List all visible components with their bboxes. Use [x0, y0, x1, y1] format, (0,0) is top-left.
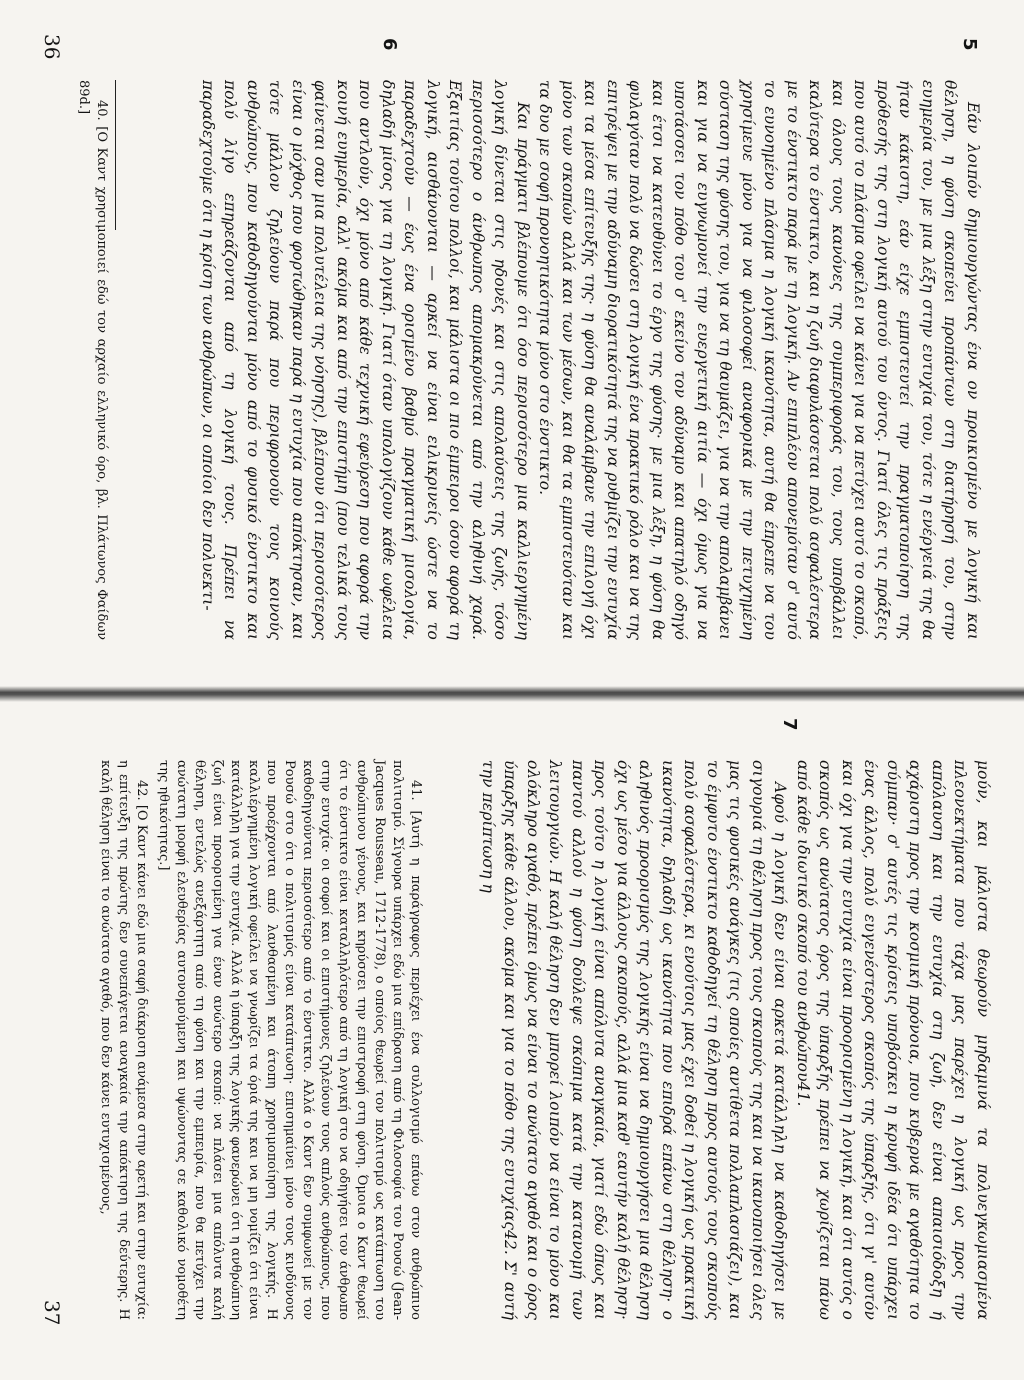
right-body-text	[477, 760, 995, 1320]
footnote-40: 40. [Ο Καντ χρησιμοποιεί εδώ τον αρχαίο ελληνικό όρο, βλ. Πλάτωνος Φαίδων 89d.]	[76, 80, 109, 640]
footnote-42: 42. [Ο Καντ κάνει εδώ μια σαφή διάκριση ανάμεσα στην αρετή και στην ευτυχία: η επίτευξη της πρώτης δεν συνεπάγεται αναγκαία την απόκτηση της δεύτερης. Η καλή θέληση είναι το ανώτατο αγαθό, που δεν κάνει ευτυχισμένους,	[98, 760, 149, 1320]
left-paragraph-1: Εάν λοιπόν δημιουργώντας ένα ον προικισμένο με λογική και θέληση, η φύση σκοπεύει προπάντων στη διατήρησή του, στην ευημερία του, με μια λέξη στην ευτυχία του, τότε η ενέργειά της θα ήταν κάκιστη, εάν είχε εμπιστευτεί την πραγματοποίηση της πρόθεσής της στη λογική αυτού του όντος. Γιατί όλες τις πράξεις που αυτό το πλάσμα οφείλει να κάνει για να πετύχει αυτό το σκοπό, και όλους τους κανόνες της συμπεριφοράς του, τους υποβάλλει καλύτερα το ένστικτο, και η ζωή διαφυλάσσεται πολύ ασφαλέστερα με το ένστικτο παρά με τη λογική. Αν επιπλέον απονεμόταν σ' αυτό το ευνοημένο πλάσμα η λογική ικανότητα, αυτή θα έπρεπε να του χρησίμευε μόνο για να φιλοσοφεί αναφορικά με την πετυχημένη σύσταση της φύσης του, για να τη θαυμάζει, για να την απολαμβάνει και για να ευγνωμονεί την ευεργετική αιτία — όχι όμως για να υποτάσσει τον πόθο του σ' εκείνο τον αδύναμο και απατηλό οδηγό και έτσι να κατευθύνει το έργο της φύσης· με μια λέξη, η φύση θα φυλαγόταν πολύ να δώσει στη λογική ένα πρακτικό ρόλο και να της επιτρέψει με την αδύναμη διορατικότητά της να ρυθμίζει την ευτυχία και τα μέσα επίτευξής της· η φύση θα αναλάμβανε την επιλογή όχι μόνο των σκοπών αλλά και των μέσων, και θα τα εμπιστευόταν και τα δυο με σοφή προνοητικότητα μόνο στο ένστικτο.	[536, 80, 982, 640]
left-page	[0, 20, 1024, 680]
left-footnotes	[70, 80, 110, 640]
left-body-text	[197, 80, 985, 640]
left-paragraph-2: Και πράγματι βλέπουμε ότι όσο περισσότερο μια καλλιεργημένη λογική δίνεται στις ηδονές και στις απολαύσεις της ζωής, τόσο περισσότερο ο άνθρωπος απομακρύνεται από την αληθινή χαρά. Εξαιτίας τούτου πολλοί, και μάλιστα οι πιο έμπειροι όσον αφορά τη λογική, αισθάνονται — αρκεί να είναι ειλικρινείς ώστε να το παραδεχτούν — έως ένα ορισμένο βαθμό πραγματική μισολογία, δηλαδή μίσος για τη λογική. Γιατί όταν υπολογίζουν κάθε ωφέλεια που αντλούν, όχι μόνο από κάθε τεχνική εφεύρεση που αφορά την κοινή ευημερία, αλλ' ακόμα και από την επιστήμη (που τελικά τους φαίνεται σαν μια πολυτέλεια της νόησης), βλέπουν ότι περισσότερος είναι ο μόχθος που φορτώθηκαν παρά η ευτυχία που απόκτησαν, και τότε μάλλον ζηλεύουν παρά που περιφρονούν τους κοινούς ανθρώπους, που καθοδηγούνται μόνο από το φυσικό ένστικτο και πολύ λίγο επηρεάζονται από τη λογική τους. Πρέπει να παραδεχτούμε ότι η κρίση των ανθρώπων, οι οποίοι δεν πολυεκτι-	[199, 80, 532, 640]
section-number-5: 5	[959, 38, 980, 51]
right-paragraph-1: μούν, και μάλιστα θεωρούν μηδαμινά τα πολυεγκωμιασμένα πλεονεκτήματα που τάχα μας παρέχει η λογική ως προς την απόλαυση και την ευτυχία στη ζωή, δεν είναι απαισιόδοξη ή αχάριστη προς την κοσμική πρόνοια, που κυβερνά με αγαθότητα το σύμπαν· σ' αυτές τις κρίσεις υποβόσκει η κρυφή ιδέα ότι υπάρχει ένας άλλος, πολύ ευγενέστερος σκοπός της ύπαρξής, ότι γι' αυτόν και όχι για την ευτυχία είναι προορισμένη η λογική, και ότι αυτός ο σκοπός ως ανώτατος όρος της ύπαρξής πρέπει να χωρίζεται πάνω από κάθε ιδιωτικό σκοπό του ανθρώπου41.	[794, 760, 992, 1320]
section-number-7: 7	[779, 718, 800, 731]
section-number-6: 6	[379, 38, 400, 51]
right-paragraph-2: Αφού η λογική δεν είναι αρκετά κατάλληλη να καθοδηγήσει με σιγουριά τη θέληση προς τους σκοπούς της και να ικανοποιήσει όλες μας τις φυσικές ανάγκες (τις οποίες αντίθετα πολλαπλασιάζει), και το έμφυτο ένστικτο καθοδηγεί τη θέληση προς αυτούς τους σκοπούς πολύ ασφαλέστερα, κι ενούτοις μας έχει δοθεί η λογική ως πρακτική ικανότητα, δηλαδή ως ικανότητα που επιδρά επάνω στη θέληση· ο αληθινός προορισμός της λογικής είναι να δημιουργήσει μια θέληση όχι ως μέσο για άλλους σκοπούς, αλλά μια καθ' εαυτήν καλή θέληση· προς τούτο η λογική είναι απόλυτα αναγκαία, γιατί εδώ όπως και παντού αλλού η φύση δούλεψε σκόπιμα κατά την κατανομή των λειτουργιών. Η καλή θέληση δεν μπορεί λοιπόν να είναι το μόνο και ολόκληρο αγαθό, πρέπει όμως να είναι το ανώτατο αγαθό και ο όρος ύπαρξης κάθε άλλου, ακόμα και για το πόθο της ευτυχίας42. Σ' αυτή την περίπτωση η	[479, 760, 790, 1320]
footnote-rule	[115, 80, 116, 230]
footnote-41: 41. [Αυτή η παράγραφος περιέχει ένα συλλογισμό επάνω στον ανθρώπινο πολιτισμό. Σίγουρα υπάρχει εδώ μια επίδραση από τη Φιλοσοφία του Ρουσώ (Jean-Jacques Rousseau, 1712-1778), ο οποίος θεωρεί τον πολιτισμό ως κατάπτωση του ανθρώπινου γένους, και κηρύσσει την επιστροφή στη φύση. Όμοια ο Καντ θεωρεί ότι το ένστικτο είναι καταλληλότερο από τη λογική στο να οδηγήσει τον άνθρωπο στην ευτυχία· οι σοφοί και οι επιστήμονες ζηλεύουν τους απλούς ανθρώπους, που καθοδηγούνται περισσότερο από το ένστικτο. Αλλά ο Καντ δεν συμφωνεί με τον Ρουσώ στο ότι ο πολιτισμός είναι κατάπτωση· επισημαίνει μόνο τους κινδύνους που προέρχονται από λανθασμένη και άτοπη χρησιμοποίηση της λογικής. Η καλλιέργημένη λογική οφείλει να γνωρίζει τα όριά της και να μη νομίζει ότι είναι κατάλληλη για την ευτυχία. Αλλά η ύπαρξη της λογικής φανερώνει ότι η ανθρώπινη ζωή είναι προορισμένη για έναν ανώτερο σκοπό: να πλάσει μια απόλυτα καλή θέληση, εντελώς ανεξάρτητη από τη φύση και την εμπειρία, που θα πετύχει την ανώτατη μορφή ελευθερίας αυτονομούμενη και υψώνοντας σε καθολικό νομοθέτη της ηθικότητας.]	[156, 760, 423, 1320]
page-number-right: 37	[40, 1300, 64, 1326]
right-page	[0, 700, 1024, 1360]
right-footnotes	[92, 760, 424, 1320]
page-number-left: 36	[40, 34, 64, 60]
